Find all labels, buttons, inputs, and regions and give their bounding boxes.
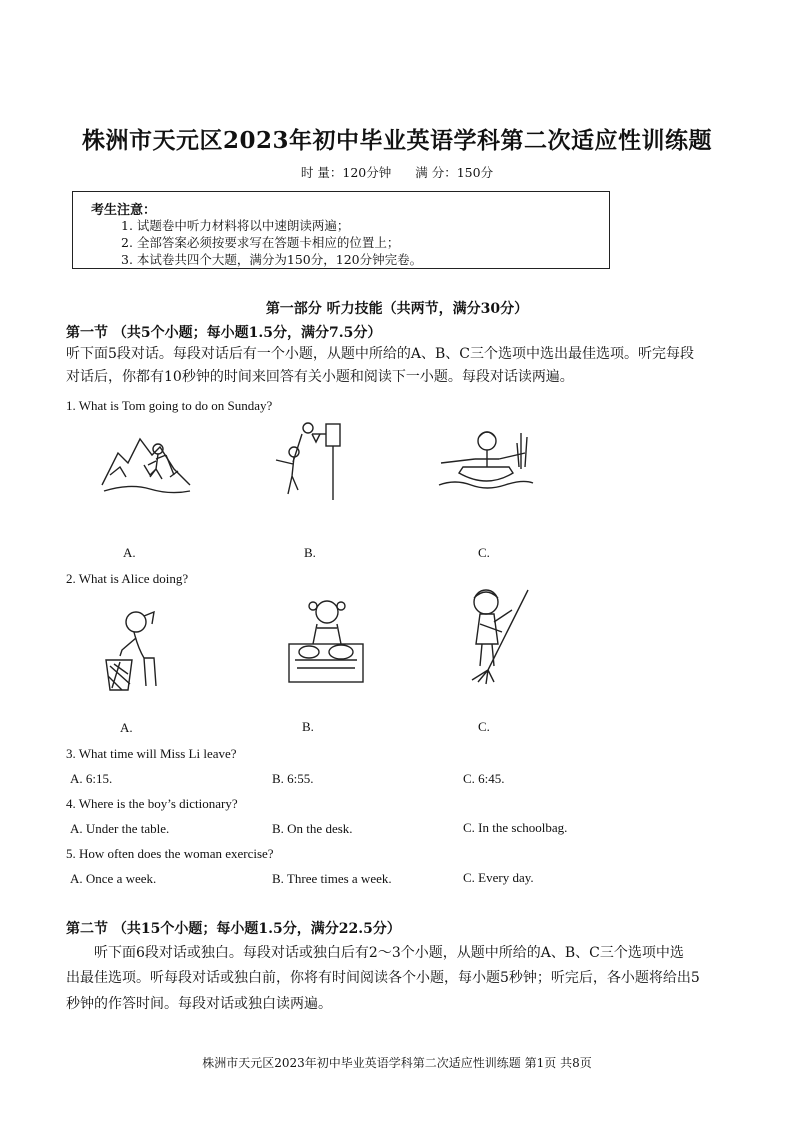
climbing-mountain-icon: [100, 425, 192, 497]
section-heading: 第一节 （共5个小题；每小题1.5分，满分7.5分）: [66, 325, 382, 341]
notice-item: 3. 本试卷共四个大题，满分为150分，120分钟完卷。: [121, 252, 423, 267]
instructions-line: 秒钟的作答时间。每段对话或独白读两遍。: [66, 996, 332, 1012]
notice-item: 1. 试题卷中听力材料将以中速朗读两遍；: [121, 218, 350, 233]
option-label: A.: [123, 545, 136, 560]
option-c: C. In the schoolbag.: [463, 820, 568, 835]
option-c: C. 6:45.: [463, 771, 505, 786]
part-heading: 第一部分 听力技能（共两节，满分30分）: [265, 301, 529, 317]
washing-dishes-icon: [283, 596, 369, 686]
option-a: A. 6:15.: [70, 771, 113, 786]
full-score: 满 分：150分: [415, 165, 494, 180]
notice-box: [72, 191, 610, 269]
question-text: 1. What is Tom going to do on Sunday?: [66, 398, 273, 413]
instructions-line: 出最佳选项。听每段对话或独白前，你将有时间阅读各个小题，每小题5秒钟；听完后，各小题将给出5: [66, 970, 700, 986]
basketball-icon: [268, 420, 348, 502]
boating-icon: [435, 423, 535, 501]
instructions-line: 听下面6段对话或独白。每段对话或独白后有2～3个小题，从题中所给的A、B、C三个选项中选: [94, 945, 684, 961]
question-text: 2. What is Alice doing?: [66, 571, 189, 586]
sweeping-floor-icon: [458, 586, 532, 686]
section-heading: 第二节 （共15个小题；每小题1.5分，满分22.5分）: [66, 921, 401, 937]
option-b: B. On the desk.: [272, 821, 353, 836]
notice-heading: 考生注意：: [91, 203, 157, 218]
exam-meta: [0, 163, 794, 181]
option-label: B.: [304, 545, 316, 560]
option-c: C. Every day.: [463, 870, 534, 885]
notice-item: 2. 全部答案必须按要求写在答题卡相应的位置上；: [121, 235, 400, 250]
question-text: 4. Where is the boy’s dictionary?: [66, 796, 238, 811]
question-text: 3. What time will Miss Li leave?: [66, 746, 237, 761]
throwing-rubbish-icon: [100, 604, 180, 692]
page-title: 株洲市天元区2023年初中毕业英语学科第二次适应性训练题: [81, 127, 712, 154]
question-text: 5. How often does the woman exercise?: [66, 846, 274, 861]
instructions-line: 对话后，你都有10秒钟的时间来回答有关小题和阅读下一小题。每段对话读两遍。: [66, 369, 574, 385]
option-b: B. 6:55.: [272, 771, 314, 786]
page-footer: 株洲市天元区2023年初中毕业英语学科第二次适应性训练题 第1页 共8页: [202, 1056, 592, 1070]
option-label: C.: [478, 719, 490, 734]
instructions-line: 听下面5段对话。每段对话后有一个小题，从题中所给的A、B、C三个选项中选出最佳选项。听完每段: [66, 346, 695, 362]
time-limit: 时 量：120分钟: [300, 165, 392, 180]
option-a: A. Once a week.: [70, 871, 157, 886]
option-label: A.: [120, 720, 133, 735]
option-label: B.: [302, 719, 314, 734]
option-b: B. Three times a week.: [272, 871, 392, 886]
option-a: A. Under the table.: [70, 821, 170, 836]
option-label: C.: [478, 545, 490, 560]
